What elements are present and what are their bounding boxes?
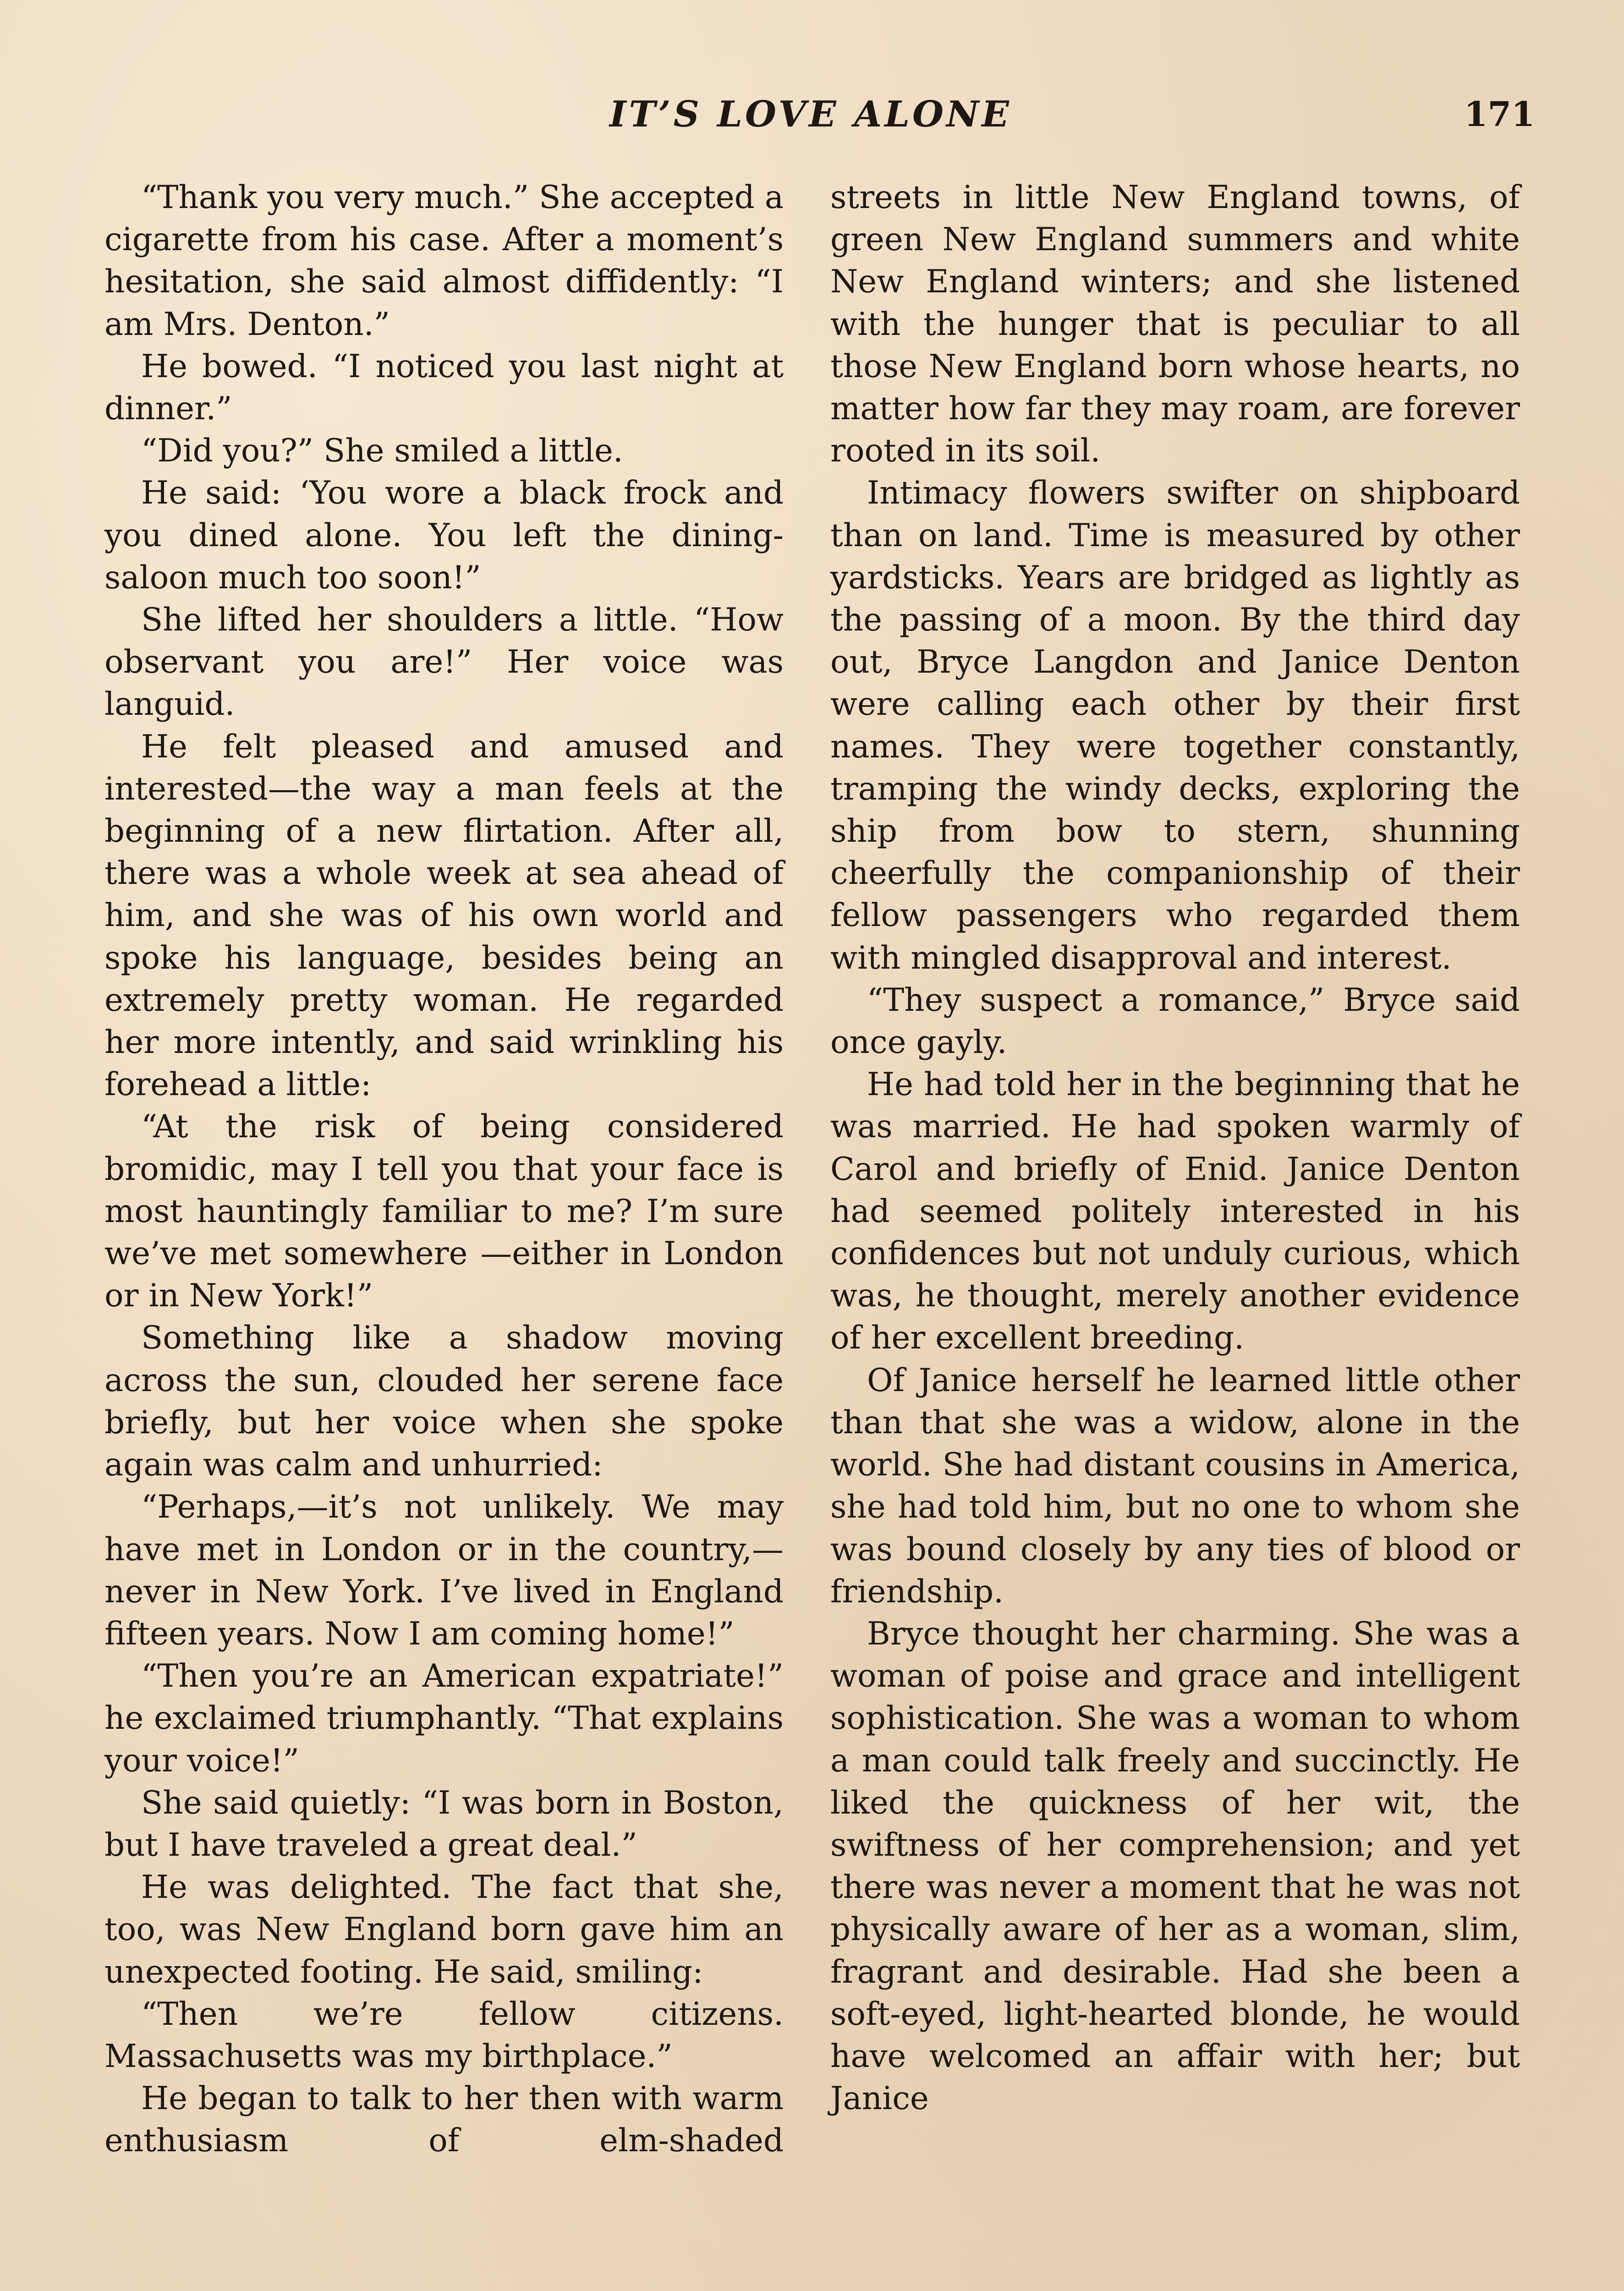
paragraph: He began to talk to her then with warm enthusiasm of elm-shaded — [104, 2080, 784, 2159]
paragraph: “Did you?” She smiled a little. — [141, 433, 623, 470]
paragraph: He said: ‘You wore a black frock and you dined alone. You left the dining-saloon much too soon!” — [104, 475, 784, 596]
paragraph: Intimacy flowers swifter on shipboard than on land. Time is measured by other yardsticks. Years are bridged as lightly as the passing of a moon. By the third day out, Bryce Langdon and Janice Denton were calling each other by their first names. They were together constantly, tramping the windy decks, exploring the ship from bow to stern, shunning cheerfully the companionship of their fellow passengers who regarded them with mingled disapproval and interest. — [830, 475, 1520, 976]
paragraph-continued: streets in little New England towns, of green New England summers and white New England winters; and she listened with the hunger that is peculiar to all those New England born whose hearts, no matter how far they may roam, are forever rooted in its soil. — [830, 179, 1520, 470]
paragraph: “Thank you very much.” She accepted a cigarette from his case. After a moment’s hesitation, she said almost diffidently: “I am Mrs. Denton.” — [104, 179, 784, 343]
paragraph: Of Janice herself he learned little other than that she was a widow, alone in the world. She had distant cousins in America, she had told him, but no one to whom she was bound closely by any ties of blood or friendship. — [830, 1362, 1520, 1610]
paragraph: “They suspect a romance,” Bryce said once gayly. — [830, 981, 1520, 1061]
paragraph: He bowed. “I noticed you last night at dinner.” — [104, 348, 784, 428]
paragraph: He felt pleased and amused and interested—the way a man feels at the beginning of a new flirtation. After all, there was a whole week at sea ahead of him, and she was of his own world and spoke his language, besides being an extremely pretty woman. He regarded her more intently, and said wrinkling his forehead a little: — [104, 728, 784, 1103]
page-number: 171 — [1464, 95, 1535, 134]
paragraph: “At the risk of being considered bromidic, may I tell you that your face is most hauntingly familiar to me? I’m sure we’ve met somewhere —either in London or in New York!” — [104, 1108, 784, 1315]
paragraph: She lifted her shoulders a little. “How observant you are!” Her voice was languid. — [104, 602, 784, 723]
paragraph: “Perhaps,—it’s not unlikely. We may have met in London or in the country,—never in New York. I’ve lived in England fifteen years. Now I am coming home!” — [104, 1489, 784, 1652]
left-column — [104, 176, 784, 2162]
paragraph: He was delighted. The fact that she, too, was New England born gave him an unexpected footing. He said, smiling: — [104, 1869, 784, 1990]
paragraph: Something like a shadow moving across the sun, clouded her serene face briefly, but her voice when she spoke again was calm and unhurried: — [104, 1320, 784, 1484]
paragraph: He had told her in the beginning that he was married. He had spoken warmly of Carol and briefly of Enid. Janice Denton had seemed politely interested in his confidences but not unduly curious, which was, he thought, merely another evidence of her excellent breeding. — [830, 1066, 1520, 1357]
paragraph: “Then we’re fellow citizens. Massachusetts was my birthplace.” — [104, 1995, 784, 2075]
running-title: IT’S LOVE ALONE — [609, 93, 1012, 135]
paragraph: Bryce thought her charming. She was a woman of poise and grace and intelligent sophistication. She was a woman to whom a man could talk freely and succinctly. He liked the quickness of her wit, the swiftness of her comprehension; and yet there was never a moment that he was not physically aware of her as a woman, slim, fragrant and desirable. Had she been a soft-eyed, light-hearted blonde, he would have welcomed an affair with her; but Janice — [830, 1615, 1520, 2117]
paragraph: She said quietly: “I was born in Boston, but I have traveled a great deal.” — [104, 1784, 784, 1863]
paragraph: “Then you’re an American expatriate!” he exclaimed triumphantly. “That explains your voice!” — [104, 1658, 784, 1779]
right-column — [830, 176, 1520, 2120]
running-head — [0, 87, 1624, 142]
